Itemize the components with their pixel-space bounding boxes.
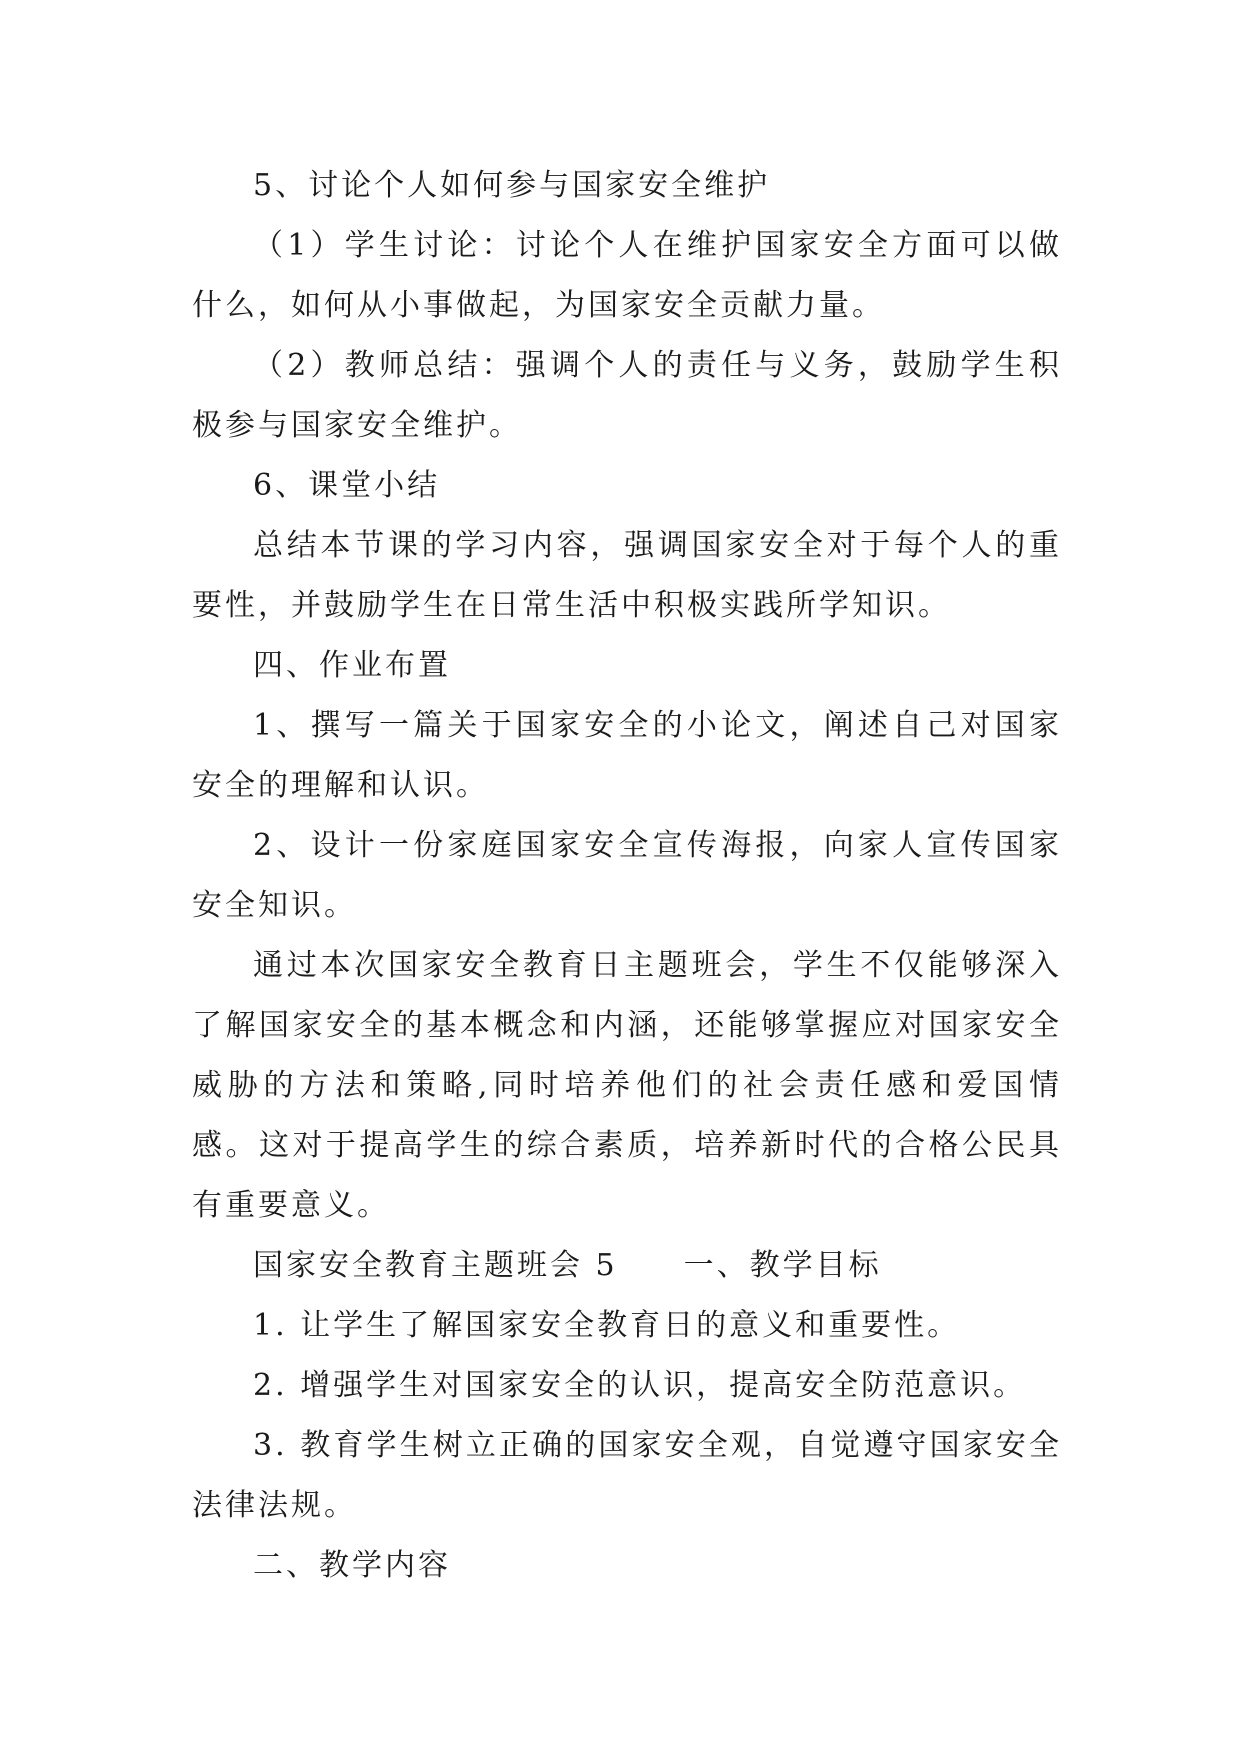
paragraph-homework-2: 2、设计一份家庭国家安全宣传海报，向家人宣传国家安全知识。 (192, 828, 1062, 923)
paragraph-homework-1: 1、撰写一篇关于国家安全的小论文，阐述自己对国家安全的理解和认识。 (192, 708, 1062, 803)
paragraph-teacher-summary: （2）教师总结：强调个人的责任与义务，鼓励学生积极参与国家安全维护。 (192, 348, 1062, 443)
paragraph-content-heading: 二、教学内容 (253, 1548, 451, 1583)
paragraph-section-title: 国家安全教育主题班会 5 一、教学目标 (253, 1248, 882, 1283)
paragraph-goal-2: 2. 增强学生对国家安全的认识，提高安全防范意识。 (253, 1368, 1027, 1403)
paragraph-class-summary: 总结本节课的学习内容，强调国家安全对于每个人的重要性，并鼓励学生在日常生活中积极实践所学知识。 (192, 528, 1062, 623)
paragraph-class-summary-heading: 6、课堂小结 (253, 468, 441, 503)
paragraph-discussion-heading: 5、讨论个人如何参与国家安全维护 (253, 168, 771, 203)
paragraph-homework-heading: 四、作业布置 (253, 648, 451, 683)
paragraph-student-discussion: （1）学生讨论：讨论个人在维护国家安全方面可以做什么，如何从小事做起，为国家安全贡献力量。 (192, 228, 1062, 323)
document-body (192, 156, 1062, 1596)
paragraph-goal-1: 1. 让学生了解国家安全教育日的意义和重要性。 (253, 1308, 961, 1343)
paragraph-goal-3: 3. 教育学生树立正确的国家安全观，自觉遵守国家安全法律法规。 (192, 1428, 1062, 1523)
paragraph-conclusion: 通过本次国家安全教育日主题班会，学生不仅能够深入了解国家安全的基本概念和内涵，还能够掌握应对国家安全威胁的方法和策略,同时培养他们的社会责任感和爱国情感。这对于提高学生的综合素质，培养新时代的合格公民具有重要意义。 (192, 948, 1062, 1223)
